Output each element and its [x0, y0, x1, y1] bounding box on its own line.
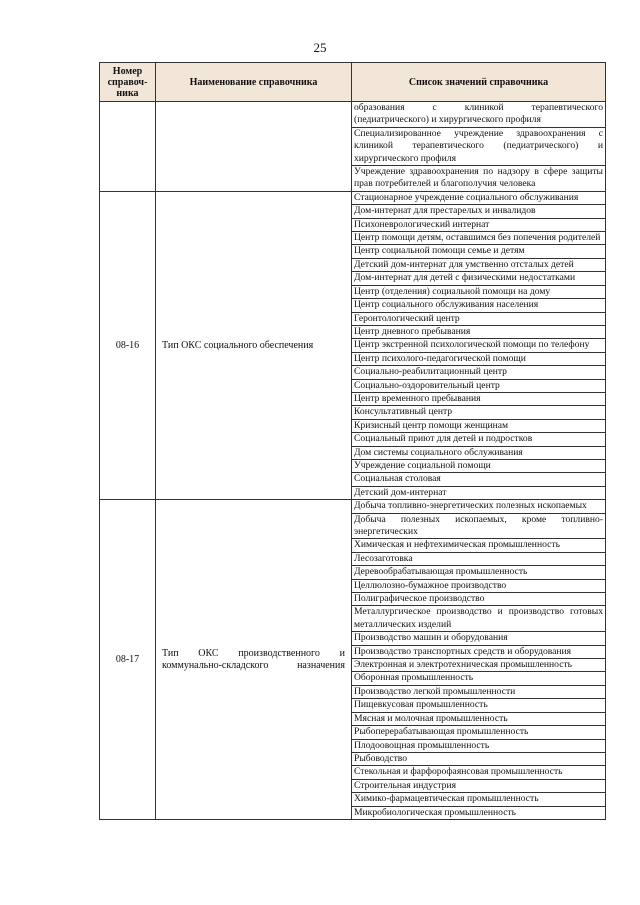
- list-item: Производство легкой промышленности: [352, 686, 605, 699]
- row-code: [100, 102, 156, 192]
- row-name: Тип ОКС производственного и коммунально-складского назначения: [156, 500, 352, 820]
- list-item: Геронтологический центр: [352, 313, 605, 326]
- list-item: Центр временного пребывания: [352, 393, 605, 406]
- list-item: Электронная и электротехническая промышленность: [352, 659, 605, 672]
- row-code: 08-16: [100, 191, 156, 499]
- list-item: Рыбоперерабатывающая промышленность: [352, 726, 605, 739]
- list-item: Плодоовощная промышленность: [352, 740, 605, 753]
- header-code: Номер справоч-ника: [100, 63, 156, 102]
- list-item: Специализированное учреждение здравоохранения с клиникой терапевтического (педиатрического) и хирургического профиля: [352, 128, 605, 166]
- list-item: Лесозаготовка: [352, 553, 605, 566]
- row-name: Тип ОКС социального обеспечения: [156, 191, 352, 499]
- header-row: [100, 63, 606, 102]
- table-body: [100, 102, 606, 820]
- list-item: Центр экстренной психологической помощи по телефону: [352, 339, 605, 352]
- list-item: Целлюлозно-бумажное производство: [352, 580, 605, 593]
- list-item: Химическая и нефтехимическая промышленность: [352, 539, 605, 552]
- list-item: Центр дневного пребывания: [352, 326, 605, 339]
- list-item: Центр (отделения) социальной помощи на дому: [352, 286, 605, 299]
- page-number: 25: [313, 40, 327, 55]
- list-item: Пищевкусовая промышленность: [352, 699, 605, 712]
- value-list: [352, 191, 606, 499]
- list-item: Рыбоводство: [352, 753, 605, 766]
- list-item: Оборонная промышленность: [352, 672, 605, 685]
- list-item: Добыча топливно-энергетических полезных ископаемых: [352, 500, 605, 513]
- list-item: Социальная столовая: [352, 473, 605, 486]
- list-item: Производство транспортных средств и оборудования: [352, 646, 605, 659]
- header-values: Список значений справочника: [352, 63, 606, 102]
- list-item: Металлургическое производство и производство готовых металлических изделий: [352, 606, 605, 632]
- row-name: [156, 102, 352, 192]
- list-item: Микробиологическая промышленность: [354, 806, 517, 818]
- list-item: Социальный приют для детей и подростков: [352, 433, 605, 446]
- list-item: Психоневрологический интернат: [352, 219, 605, 232]
- table-row: [100, 500, 606, 820]
- list-item: Мясная и молочная промышленность: [352, 713, 605, 726]
- header-name: Наименование справочника: [156, 63, 352, 102]
- table-row: [100, 102, 606, 192]
- list-item: Дом-интернат для престарелых и инвалидов: [352, 205, 605, 218]
- list-item: Центр помощи детям, оставшимся без попечения родителей: [352, 232, 605, 245]
- list-item: Социально-реабилитационный центр: [352, 366, 605, 379]
- list-item: Полиграфическое производство: [352, 593, 605, 606]
- value-list: [352, 102, 606, 192]
- list-item: Дом системы социального обслуживания: [352, 447, 605, 460]
- list-item: Кризисный центр помощи женщинам: [352, 420, 605, 433]
- list-item: Стационарное учреждение социального обслуживания: [352, 192, 605, 205]
- list-item: Деревообрабатывающая промышленность: [352, 566, 605, 579]
- reference-table: [99, 62, 606, 820]
- list-item: Детский дом-интернат: [354, 486, 447, 498]
- list-item: Центр социальной помощи семье и детям: [352, 245, 605, 258]
- list-item: Строительная индустрия: [352, 780, 605, 793]
- list-item: Учреждение здравоохранения по надзору в сфере защиты прав потребителей и благополучия человека: [354, 166, 603, 190]
- table-row: [100, 191, 606, 499]
- list-item: Консультативный центр: [352, 406, 605, 419]
- list-item: Центр социального обслуживания населения: [352, 299, 605, 312]
- list-item: Учреждение социальной помощи: [352, 460, 605, 473]
- list-item: Детский дом-интернат для умственно отсталых детей: [352, 259, 605, 272]
- value-list: [352, 500, 606, 820]
- list-item: Социально-оздоровительный центр: [352, 380, 605, 393]
- list-item: Химико-фармацевтическая промышленность: [352, 793, 605, 806]
- list-item: Стекольная и фарфорофаянсовая промышленность: [352, 766, 605, 779]
- list-item: Центр психолого-педагогической помощи: [352, 353, 605, 366]
- list-item: образования с клиникой терапевтического (педиатрического) и хирургического профиля: [352, 102, 605, 128]
- list-item: Производство машин и оборудования: [352, 632, 605, 645]
- list-item: Дом-интернат для детей с физическими недостатками: [352, 272, 605, 285]
- list-item: Добыча полезных ископаемых, кроме топливно-энергетических: [352, 514, 605, 540]
- row-code: 08-17: [100, 500, 156, 820]
